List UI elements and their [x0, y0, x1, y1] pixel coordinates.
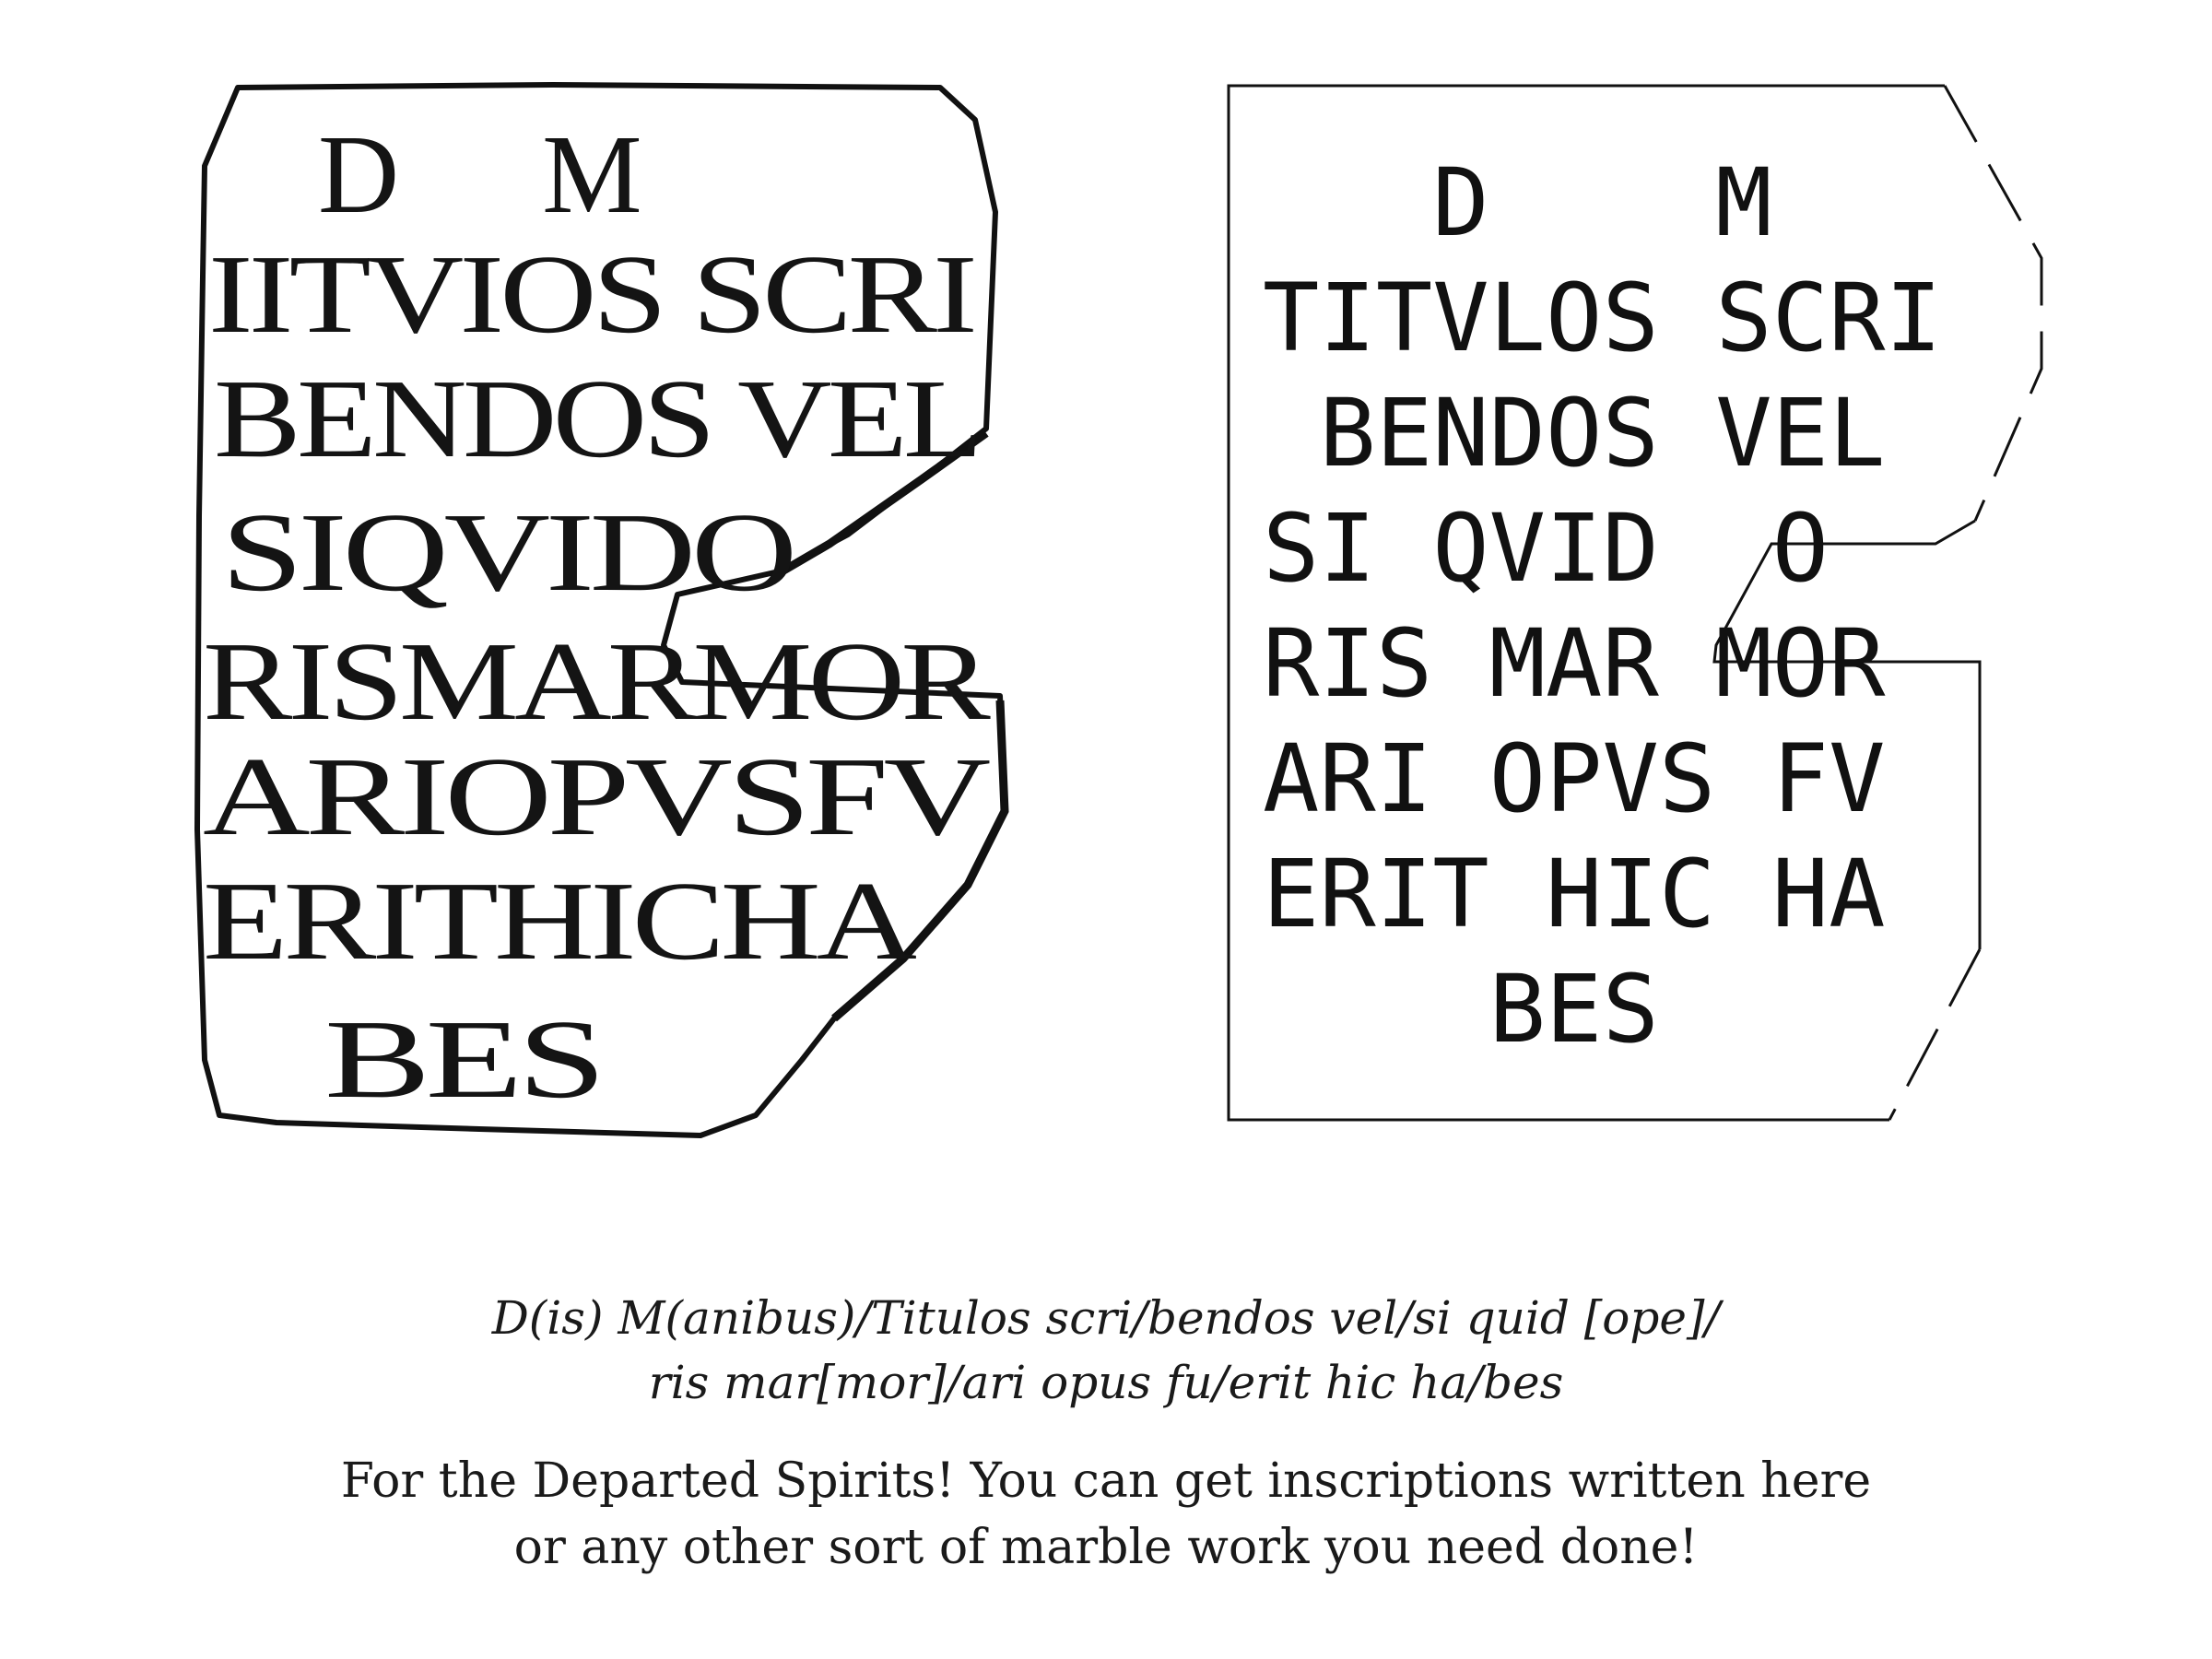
transcription-line-1: D M — [1263, 148, 1772, 258]
stone-line-8: BES — [324, 997, 601, 1122]
stone-line-7: ERITHICHA — [203, 859, 917, 983]
stone-line-5: RISMARMOR — [203, 619, 992, 744]
transcription-line-4: SI QVID O — [1263, 494, 1830, 604]
stone-line-4: SIQVIDO — [221, 490, 793, 615]
english-translation — [0, 1448, 2212, 1581]
transcription-line-8: BES — [1263, 955, 1659, 1065]
translation-line-1: For the Departed Spirits! You can get inscriptions written here — [340, 1453, 1872, 1509]
stone-line-6: ARIOPVSFV — [203, 735, 990, 859]
transcription-line-7: ERIT HIC HA — [1263, 840, 1886, 949]
stone-line-1: D M — [318, 112, 639, 237]
transcription-line-5: RIS MAR MOR — [1263, 609, 1886, 719]
latin-transcription — [0, 1286, 2212, 1415]
latin-line-1: D(is) M(anibus)/Titulos scri/bendos vel/si quid [ope]/ — [491, 1291, 1721, 1345]
transcription-line-3: BENDOS VEL — [1263, 379, 1886, 488]
transcription-line-6: ARI OPVS FV — [1263, 724, 1886, 834]
translation-line-2: or any other sort of marble work you need done! — [513, 1520, 1699, 1575]
transcription-line-2: TITVLOS SCRI — [1263, 264, 1942, 373]
latin-line-2: ris mar[mor]/ari opus fu/erit hic ha/bes — [648, 1356, 1564, 1409]
caption — [0, 1286, 2212, 1581]
stone-line-3: BENDOS VEL — [214, 357, 979, 481]
stone-line-2: IITVIOS SCRI — [208, 232, 974, 357]
